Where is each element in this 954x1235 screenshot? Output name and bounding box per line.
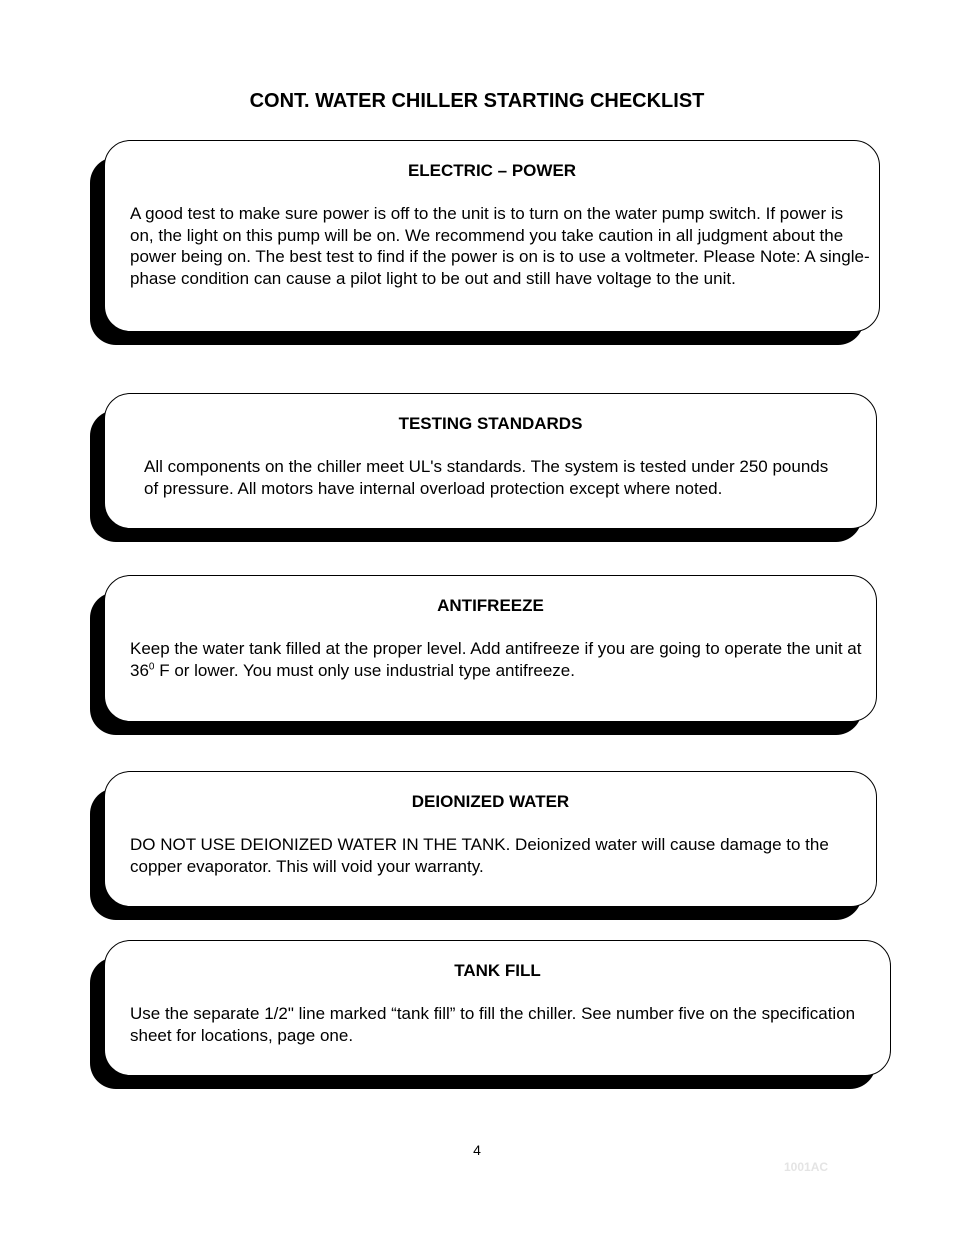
section-testing-standards xyxy=(104,393,877,529)
section-antifreeze xyxy=(104,575,877,722)
section-title: ANTIFREEZE xyxy=(437,596,544,615)
page-title: CONT. WATER CHILLER STARTING CHECKLIST xyxy=(249,90,705,112)
section-electric-power xyxy=(104,140,880,332)
section-body: All components on the chiller meet UL's standards. The system is tested under 250 pounds of pressure. All motors have internal overload protection except where noted. xyxy=(144,457,829,498)
section-body xyxy=(130,638,868,708)
section-deionized-water xyxy=(104,771,877,907)
body-text: F or lower. You must only use industrial type antifreeze. xyxy=(154,660,575,680)
section-title: TANK FILL xyxy=(454,961,541,980)
section-body: DO NOT USE DEIONIZED WATER IN THE TANK. Deionized water will cause damage to the copper evaporator. This will void your warranty. xyxy=(130,835,829,876)
section-title: DEIONIZED WATER xyxy=(411,792,570,811)
page-number: 4 xyxy=(473,1142,481,1158)
section-title: TESTING STANDARDS xyxy=(398,414,583,433)
document-code: 1001AC xyxy=(784,1160,829,1174)
section-tank-fill xyxy=(104,940,891,1076)
degree-superscript: 0 xyxy=(148,660,155,672)
section-body: A good test to make sure power is off to the unit is to turn on the water pump switch. If power is on, the light on this pump will be on. We recommend you take caution in all judgment about the power being on. The best test to find if the power is on is to use a voltmeter. Please Note: A single-phase condition can cause a pilot light to be out and still have voltage to the unit. xyxy=(130,204,870,288)
section-body: Use the separate 1/2" line marked “tank fill” to fill the chiller. See number five on the specification sheet for locations, page one. xyxy=(130,1004,856,1045)
body-text: Keep the water tank filled at the proper level. Add antifreeze if you are going to operate the unit at 36 xyxy=(130,639,862,680)
section-title: ELECTRIC – POWER xyxy=(407,161,577,180)
